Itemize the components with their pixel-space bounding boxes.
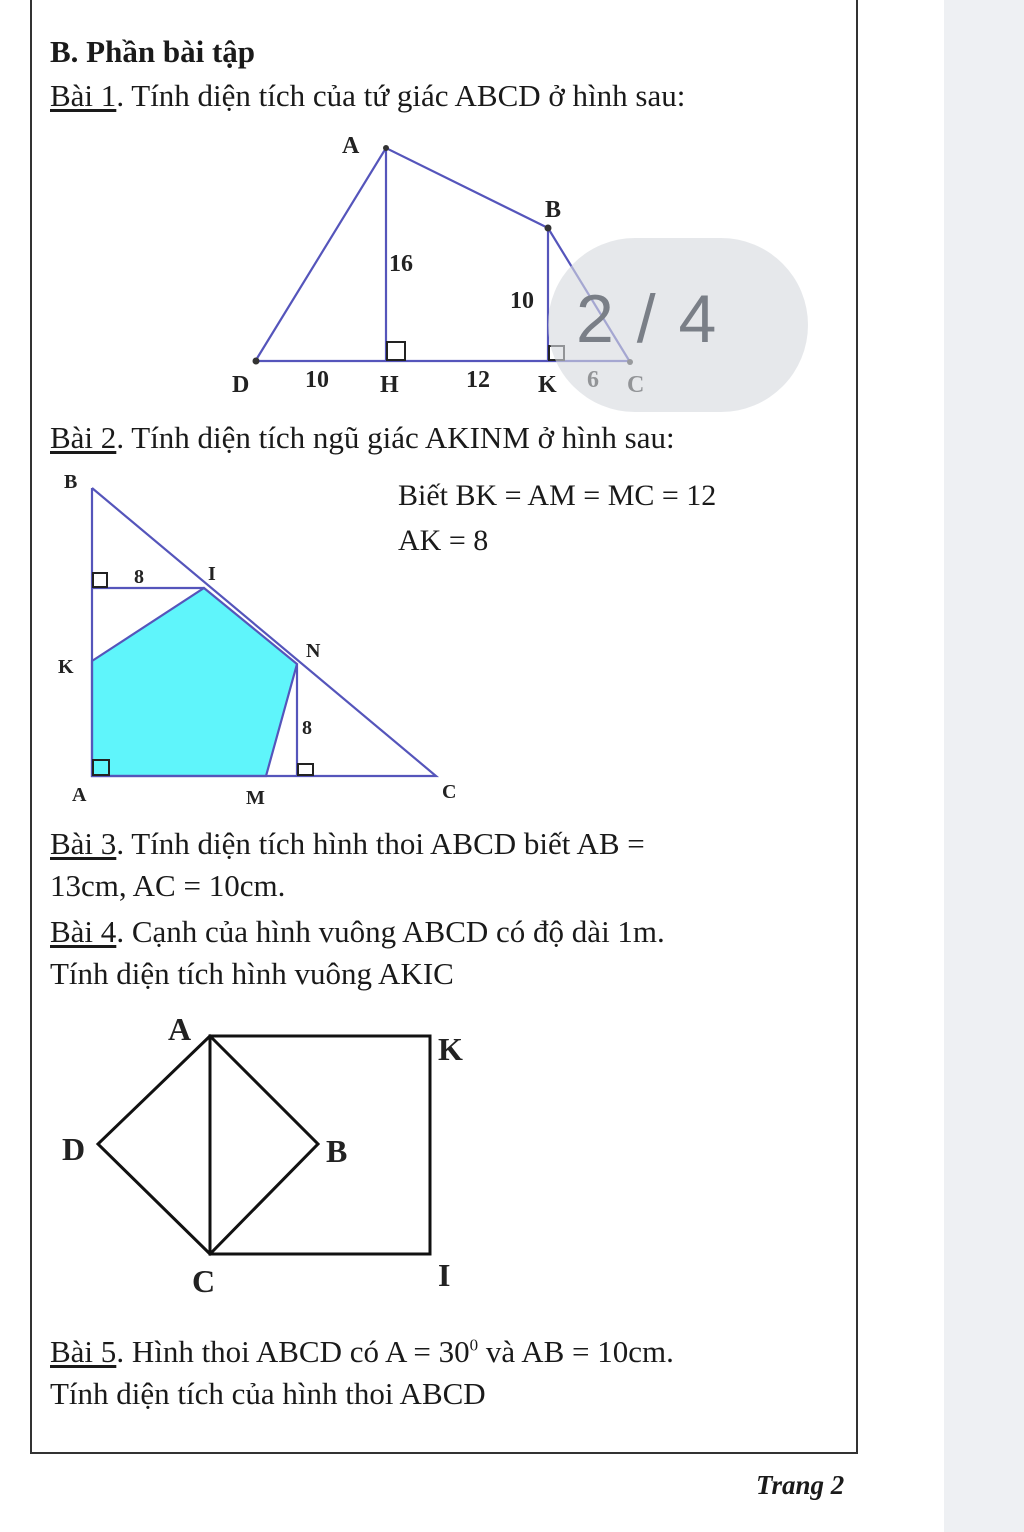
label-hk-12: 12	[466, 367, 490, 393]
exercise-2-text: . Tính diện tích ngũ giác AKINM ở hình sau:	[116, 420, 675, 455]
degree-mark: 0	[469, 1335, 479, 1355]
section-title: B. Phần bài tập	[50, 34, 256, 69]
exercise-5-line-2: Tính diện tích của hình thoi ABCD	[50, 1376, 486, 1411]
label-d: D	[232, 372, 250, 398]
label-k2: K	[58, 656, 74, 678]
exercise-3-label: Bài 3	[50, 826, 117, 861]
label-dh-10: 10	[305, 367, 329, 393]
exercise-5-label: Bài 5	[50, 1334, 117, 1369]
exercise-2-given-2: AK = 8	[398, 524, 489, 557]
label-k3: K	[438, 1031, 463, 1067]
label-a2: A	[72, 784, 87, 806]
label-c3: C	[192, 1263, 216, 1299]
exercise-2-given-1: Biết BK = AM = MC = 12	[398, 479, 717, 512]
label-c2: C	[442, 781, 457, 803]
label-len-8-side: 8	[302, 717, 312, 739]
label-b3: B	[326, 1133, 348, 1169]
exercise-4-line-2: Tính diện tích hình vuông AKIC	[50, 956, 454, 991]
label-d3: D	[62, 1131, 86, 1167]
label-len-8-top: 8	[134, 566, 144, 588]
label-m: M	[246, 787, 265, 809]
label-a3: A	[168, 1011, 192, 1047]
label-k: K	[538, 372, 557, 398]
exercise-1-label: Bài 1	[50, 78, 117, 113]
page-footer: Trang 2	[756, 1470, 845, 1500]
exercise-3-line-2: 13cm, AC = 10cm.	[50, 868, 286, 903]
exercise-2-label: Bài 2	[50, 420, 117, 455]
exercise-4-text: . Cạnh của hình vuông ABCD có độ dài 1m.	[116, 914, 665, 949]
exercise-1-text: . Tính diện tích của tứ giác ABCD ở hình sau:	[116, 78, 686, 113]
exercise-5-line-1	[50, 1334, 674, 1370]
label-i3: I	[438, 1257, 451, 1293]
label-h: H	[380, 372, 399, 398]
label-bk-10: 10	[510, 288, 534, 314]
exercise-4-label: Bài 4	[50, 914, 117, 949]
page-indicator-text: 2 / 4	[576, 281, 719, 357]
label-n: N	[306, 640, 321, 662]
exercise-5-text-b: và AB = 10cm.	[478, 1334, 674, 1369]
label-ah-16: 16	[389, 251, 413, 277]
label-b: B	[545, 197, 562, 223]
square-abcd	[98, 1036, 318, 1254]
label-b2: B	[64, 471, 78, 493]
exercise-3-text: . Tính diện tích hình thoi ABCD biết AB =	[116, 826, 645, 861]
label-a: A	[342, 133, 360, 159]
exercise-5-text-a: . Hình thoi ABCD có A = 30	[116, 1334, 470, 1369]
label-i: I	[208, 563, 216, 585]
